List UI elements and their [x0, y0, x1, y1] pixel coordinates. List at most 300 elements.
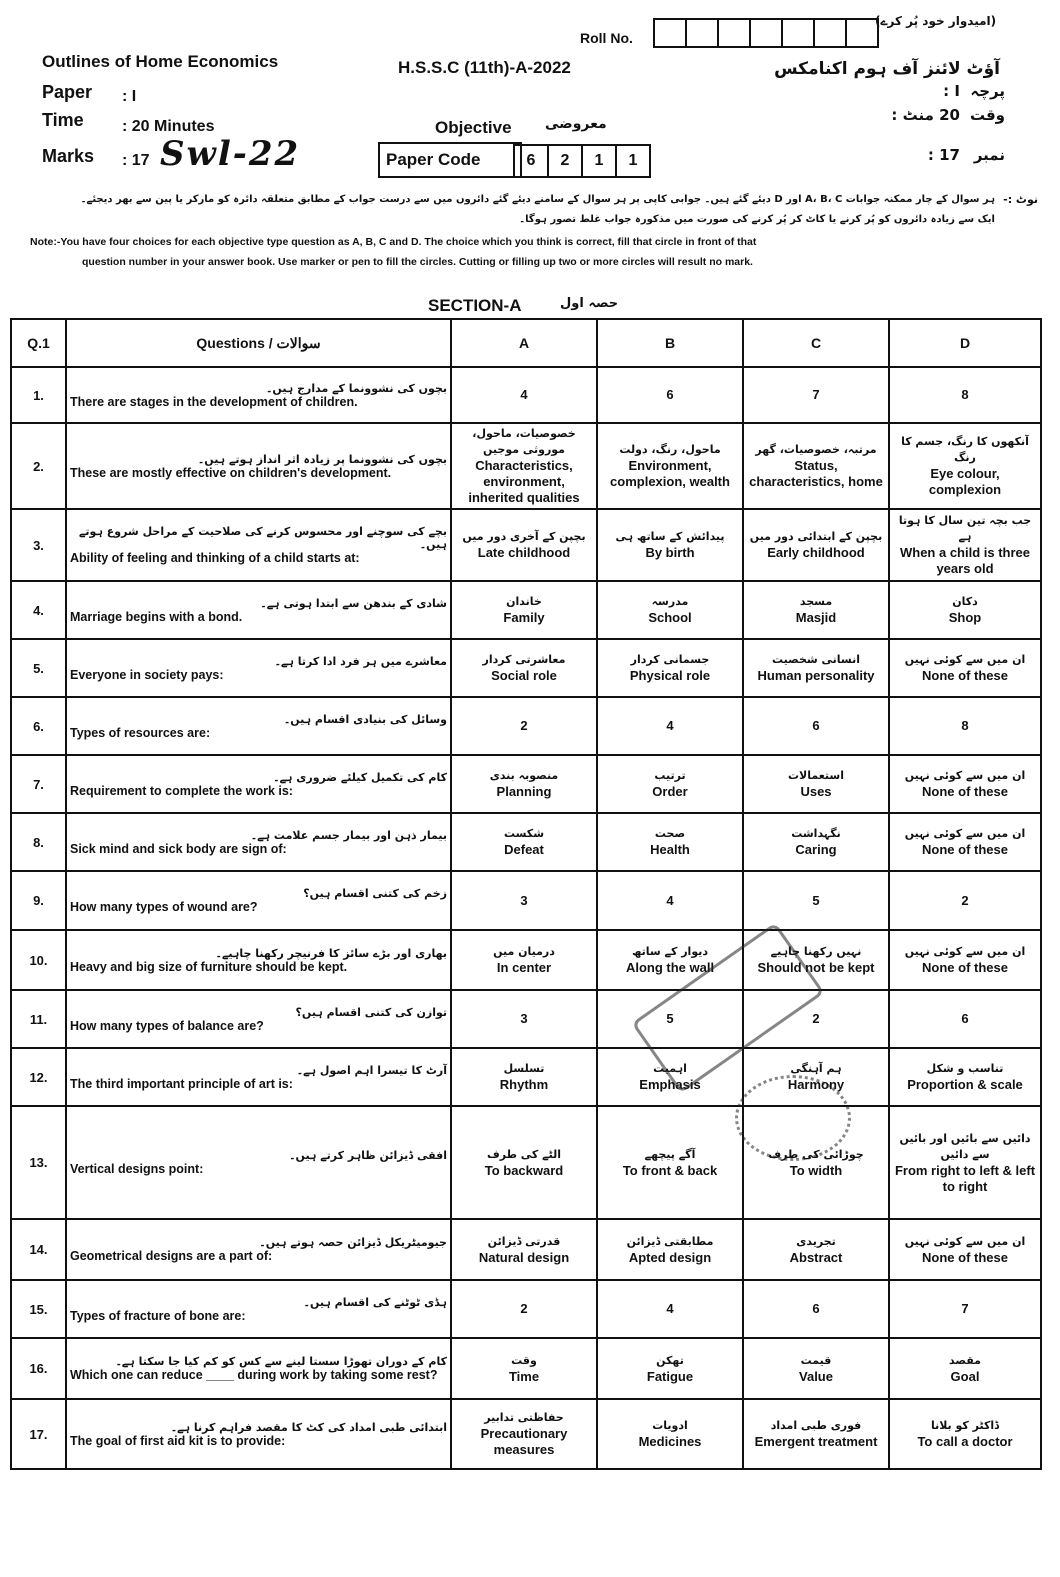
note-english-line1: -You have four choices for each objective type question as A, B, C and D. The choice which you think is correct, fill that circle in front of that	[56, 236, 757, 248]
option-b-english: 4	[666, 892, 674, 908]
question-english: Heavy and big size of furniture should be kept.	[70, 959, 348, 974]
option-a	[451, 1338, 597, 1399]
table-row	[11, 1048, 1041, 1106]
option-d-english: None of these	[922, 960, 1008, 975]
option-d-english: 7	[961, 1301, 969, 1316]
question-number: 12.	[11, 1048, 66, 1106]
question-english: Vertical designs point:	[70, 1162, 204, 1176]
option-c-urdu: قیمت	[800, 1353, 832, 1367]
option-a	[451, 871, 597, 930]
option-d-english: 6	[961, 1011, 969, 1026]
option-c-english: Value	[799, 1368, 833, 1384]
objective-label: Objective	[435, 118, 512, 137]
table-row	[11, 1399, 1041, 1469]
option-d	[889, 581, 1041, 639]
option-c-english: 7	[812, 387, 820, 402]
option-a-english: 2	[520, 718, 528, 733]
question-number: 6.	[11, 697, 66, 755]
option-d	[889, 1338, 1041, 1399]
question-number: 1.	[11, 367, 66, 423]
option-b-english: To front & back	[622, 1162, 718, 1178]
option-d-english: Proportion & scale	[907, 1077, 1023, 1092]
question-urdu: کام کے دوران تھوڑا سستا لینے سے کس کو کم کیا جا سکتا ہے۔	[115, 1355, 447, 1368]
question-cell	[66, 367, 451, 423]
option-a-urdu: خاندان	[506, 595, 542, 608]
note-english	[30, 232, 1030, 252]
paper-code-digits	[515, 144, 651, 178]
question-number: 8.	[11, 813, 66, 871]
table-row	[11, 1106, 1041, 1219]
option-d	[889, 930, 1041, 990]
question-cell	[66, 871, 451, 930]
option-c-urdu: بچپن کے ابتدائی دور میں	[749, 530, 883, 543]
question-english: Types of fracture of bone are:	[70, 1308, 246, 1323]
option-b-english: Physical role	[629, 668, 711, 683]
option-c-urdu: فوری طبی امداد	[770, 1419, 862, 1432]
option-a-urdu: درمیان میں	[493, 945, 555, 958]
option-c	[743, 1280, 889, 1338]
ink-stamp-circle	[735, 1075, 851, 1161]
option-d	[889, 697, 1041, 755]
option-d-english: 2	[961, 892, 969, 908]
time-urdu-value: 20 منٹ :	[891, 106, 960, 124]
option-b-english: 6	[666, 387, 674, 402]
question-number: 7.	[11, 755, 66, 813]
option-d	[889, 1048, 1041, 1106]
option-c-english: 6	[812, 718, 820, 733]
option-d-urdu: ان میں سے کوئی نہیں	[904, 653, 1026, 666]
table-row	[11, 1219, 1041, 1280]
note-urdu-line2: ایک سے زیادہ دائروں کو پُر کرنے یا کاٹ کر پُر کرنے کی صورت میں مذکورہ جواب غلط تصور ہوگا۔	[519, 214, 995, 225]
option-c	[743, 423, 889, 509]
option-c	[743, 639, 889, 697]
option-a-english: Defeat	[504, 842, 544, 857]
option-d-urdu: ان میں سے کوئی نہیں	[904, 1234, 1026, 1248]
question-english: Marriage begins with a bond.	[70, 609, 243, 624]
option-d	[889, 755, 1041, 813]
table-row	[11, 990, 1041, 1048]
question-urdu: بچوں کی نشوونما پر زیادہ اثر انداز ہوتے ہیں۔	[197, 452, 447, 466]
option-a-urdu: شکست	[503, 827, 545, 840]
option-b-urdu: پیدائش کے ساتھ ہی	[615, 530, 725, 543]
option-d-urdu: دکان	[952, 595, 978, 608]
time-label: Time	[42, 110, 84, 130]
option-c-english: 2	[812, 1011, 820, 1026]
question-urdu: بچے کی سوچنے اور محسوس کرنے کی صلاحیت کے مراحل شروع ہوتے ہیں۔	[78, 525, 447, 551]
option-d-english: None of these	[922, 784, 1008, 799]
option-d-english: 8	[961, 387, 969, 402]
option-a	[451, 1048, 597, 1106]
option-b-english: Along the wall	[625, 960, 715, 975]
question-urdu: بیمار ذہن اور بیمار جسم علامت ہے۔	[250, 828, 447, 842]
question-cell	[66, 1338, 451, 1399]
paper-code-digit: 1	[615, 144, 651, 178]
section-title-urdu: حصہ اول	[560, 296, 619, 311]
paper-code-digit: 2	[547, 144, 583, 178]
option-c-urdu: نہیں رکھنا چاہیے	[770, 945, 862, 958]
option-a-english: Natural design	[478, 1249, 570, 1265]
option-a-english: Family	[503, 610, 545, 625]
option-c-urdu: تجریدی	[796, 1234, 836, 1248]
handwritten-mark: Swl-22	[160, 134, 301, 174]
note-english-label: Note:	[30, 236, 57, 248]
question-urdu: کام کی تکمیل کیلئے ضروری ہے۔	[273, 770, 447, 784]
option-c-english: To width	[789, 1162, 843, 1178]
exam-title: H.S.S.C (11th)-A-2022	[398, 58, 571, 77]
table-row	[11, 813, 1041, 871]
header-questions: Questions / سوالات	[66, 319, 451, 367]
question-cell	[66, 813, 451, 871]
option-d-urdu: ڈاکٹر کو بلانا	[930, 1419, 1000, 1432]
question-cell	[66, 697, 451, 755]
option-b-urdu: اہمیت	[653, 1062, 687, 1075]
option-b-english: Emphasis	[639, 1077, 701, 1092]
option-d	[889, 990, 1041, 1048]
header-d: D	[889, 319, 1041, 367]
header-c: C	[743, 319, 889, 367]
question-english: Which one can reduce ____ during work by taking some rest?	[70, 1368, 438, 1382]
question-number: 13.	[11, 1106, 66, 1219]
question-number: 10.	[11, 930, 66, 990]
option-a-urdu: تسلسل	[503, 1062, 545, 1075]
option-c-urdu: چوڑائی کی طرف	[768, 1147, 864, 1161]
option-c	[743, 697, 889, 755]
option-b-english: 5	[666, 1011, 674, 1026]
option-b-urdu: جسمانی کردار	[630, 653, 710, 666]
option-a	[451, 1106, 597, 1219]
option-a-urdu: قدرتی ڈیزائن	[487, 1234, 561, 1248]
questions-table	[10, 318, 1042, 1470]
roll-number-boxes[interactable]	[655, 18, 879, 48]
option-d-english: None of these	[922, 668, 1008, 683]
table-row	[11, 639, 1041, 697]
question-cell	[66, 1048, 451, 1106]
option-a-urdu: وقت	[511, 1353, 537, 1367]
option-d	[889, 871, 1041, 930]
option-a-urdu: معاشرتی کردار	[482, 653, 566, 666]
question-english: The third important principle of art is:	[70, 1076, 293, 1091]
option-b-english: School	[648, 610, 692, 625]
question-urdu: زخم کی کتنی اقسام ہیں؟	[303, 887, 447, 900]
question-cell	[66, 1399, 451, 1469]
paper-urdu-label: پرچہ	[970, 82, 1005, 100]
option-a-urdu: الٹے کی طرف	[486, 1147, 561, 1161]
question-cell	[66, 1280, 451, 1338]
question-number: 2.	[11, 423, 66, 509]
question-english: Requirement to complete the work is:	[70, 783, 293, 798]
question-number: 9.	[11, 871, 66, 930]
option-b-urdu: مدرسہ	[651, 595, 689, 608]
question-english: The goal of first aid kit is to provide:	[70, 1433, 286, 1448]
time-value: : 20 Minutes	[122, 118, 215, 135]
option-d-urdu: جب بچہ تین سال کا ہوتا ہے	[898, 514, 1032, 543]
option-b-english: By birth	[645, 545, 695, 560]
time-urdu-label: وقت	[969, 106, 1005, 124]
question-urdu: توازن کی کتنی اقسام ہیں؟	[295, 1005, 447, 1019]
option-c-english: Masjid	[795, 610, 837, 625]
option-d-urdu: ان میں سے کوئی نہیں	[904, 945, 1026, 958]
table-row	[11, 755, 1041, 813]
option-a	[451, 697, 597, 755]
option-c	[743, 871, 889, 930]
option-c-urdu: نگہداشت	[791, 827, 841, 840]
option-c-english: Status, characteristics, home	[749, 458, 883, 489]
option-b-english: Order	[652, 784, 688, 799]
option-c	[743, 1338, 889, 1399]
option-b-urdu: صحت	[654, 827, 686, 840]
option-c-english: 6	[812, 1301, 820, 1316]
question-english: Ability of feeling and thinking of a child starts at:	[70, 551, 360, 565]
option-d	[889, 639, 1041, 697]
option-c-english: Should not be kept	[757, 960, 875, 975]
option-b-english: Environment, complexion, wealth	[610, 458, 730, 489]
table-row	[11, 509, 1041, 581]
question-urdu: معاشرے میں ہر فرد ادا کرتا ہے۔	[274, 654, 447, 668]
option-c-urdu: انسانی شخصیت	[771, 653, 861, 666]
option-b	[597, 639, 743, 697]
question-english: How many types of wound are?	[70, 900, 258, 914]
option-a	[451, 639, 597, 697]
roll-urdu: (امیدوار خود پُر کرے)	[875, 14, 997, 28]
marks-label: Marks	[42, 146, 95, 166]
question-number: 17.	[11, 1399, 66, 1469]
paper-code-digit: 1	[581, 144, 617, 178]
table-row	[11, 871, 1041, 930]
option-d-english: To call a doctor	[917, 1434, 1013, 1449]
question-urdu: ابتدائی طبی امداد کی کٹ کا مقصد فراہم کرنا ہے۔	[170, 1420, 447, 1434]
question-number: 5.	[11, 639, 66, 697]
option-a	[451, 367, 597, 423]
table-row	[11, 930, 1041, 990]
option-b	[597, 697, 743, 755]
option-c-urdu: مرتبہ، خصوصیات، گھر	[755, 443, 877, 456]
option-b-english: 4	[666, 718, 674, 733]
option-d-english: None of these	[922, 1249, 1008, 1265]
option-b	[597, 1399, 743, 1469]
question-english: Sick mind and sick body are sign of:	[70, 841, 287, 856]
option-a	[451, 1399, 597, 1469]
option-c	[743, 1219, 889, 1280]
option-b-urdu: دیوار کے ساتھ	[631, 945, 709, 958]
question-cell	[66, 581, 451, 639]
subject-title-urdu: آؤٹ لائنز آف ہوم اکنامکس	[774, 59, 1000, 79]
option-b	[597, 813, 743, 871]
question-cell	[66, 423, 451, 509]
option-d-english: Goal	[950, 1368, 980, 1384]
question-english: How many types of balance are?	[70, 1018, 264, 1033]
option-c-english: Harmony	[787, 1077, 845, 1092]
option-a-english: 3	[520, 892, 528, 908]
option-c-english: Emergent treatment	[754, 1434, 878, 1449]
option-d	[889, 423, 1041, 509]
paper-urdu-value: I :	[943, 82, 960, 100]
question-cell	[66, 755, 451, 813]
option-b	[597, 1338, 743, 1399]
option-a-english: Precautionary measures	[480, 1426, 568, 1457]
question-number: 16.	[11, 1338, 66, 1399]
option-b	[597, 755, 743, 813]
question-number: 11.	[11, 990, 66, 1048]
option-b-urdu: ادویات	[652, 1419, 688, 1432]
option-d	[889, 1219, 1041, 1280]
question-cell	[66, 930, 451, 990]
option-b-english: 4	[666, 1301, 674, 1316]
option-c-english: Caring	[795, 842, 837, 857]
option-a-english: Rhythm	[499, 1077, 549, 1092]
option-b	[597, 581, 743, 639]
option-a	[451, 423, 597, 509]
option-d	[889, 1280, 1041, 1338]
option-c-english: 5	[812, 892, 820, 908]
table-row	[11, 423, 1041, 509]
option-a-urdu: خصوصیات، ماحول، موروثی موجیں	[472, 427, 576, 456]
roll-label: Roll No.	[580, 30, 633, 46]
option-a-english: Late childhood	[477, 545, 571, 560]
option-a-english: Time	[508, 1368, 540, 1384]
option-a	[451, 813, 597, 871]
option-c-english: Abstract	[789, 1249, 843, 1265]
option-d-urdu: تناسب و شکل	[926, 1062, 1004, 1075]
note-urdu-label: نوٹ :-	[1003, 193, 1038, 206]
question-cell	[66, 1106, 451, 1219]
option-a	[451, 1219, 597, 1280]
option-d-urdu: ان میں سے کوئی نہیں	[904, 827, 1026, 840]
option-d-urdu: دائیں سے بائیں اور بائیں سے دائیں	[899, 1131, 1031, 1161]
question-urdu: شادی کے بندھن سے ابتدا ہوتی ہے۔	[260, 596, 447, 610]
option-b-urdu: آگے پیچھے	[644, 1147, 696, 1161]
option-b	[597, 1280, 743, 1338]
option-b	[597, 1106, 743, 1219]
objective-urdu: معروضی	[545, 116, 607, 132]
option-a-english: Characteristics, environment, inherited qualities	[468, 458, 580, 505]
option-b-english: Medicines	[638, 1434, 702, 1449]
paper-value: : I	[122, 88, 137, 105]
option-b-urdu: ماحول، رنگ، دولت	[619, 443, 721, 456]
question-urdu: ہڈی ٹوٹنے کی اقسام ہیں۔	[303, 1295, 447, 1309]
option-a-english: In center	[496, 960, 552, 975]
option-b-english: Health	[650, 842, 690, 857]
option-a-english: 4	[520, 387, 528, 402]
option-a-english: Social role	[491, 668, 557, 683]
table-row	[11, 697, 1041, 755]
option-b-urdu: ترتیب	[654, 769, 686, 782]
option-d	[889, 367, 1041, 423]
question-urdu: وسائل کی بنیادی اقسام ہیں۔	[283, 712, 447, 726]
option-b-english: Fatigue	[646, 1368, 694, 1384]
option-d-english: Eye colour, complexion	[928, 466, 1002, 497]
option-d-urdu: ان میں سے کوئی نہیں	[904, 769, 1026, 782]
option-c-urdu: ہم آہنگی	[790, 1062, 842, 1075]
option-d-urdu: آنکھوں کا رنگ، جسم کا رنگ	[901, 435, 1029, 464]
table-row	[11, 1338, 1041, 1399]
header-b: B	[597, 319, 743, 367]
option-b-urdu: مطابقتی ڈیزائن	[626, 1234, 714, 1248]
question-english: There are stages in the development of children.	[70, 394, 358, 409]
option-b-english: Apted design	[628, 1249, 712, 1265]
option-d-english: From right to left & left to right	[894, 1162, 1036, 1194]
question-english: Types of resources are:	[70, 725, 211, 740]
option-a-urdu: منصوبہ بندی	[489, 769, 559, 782]
question-english: Geometrical designs are a part of:	[70, 1249, 273, 1263]
option-d-urdu: مقصد	[949, 1353, 981, 1367]
question-urdu: افقی ڈیزائن ظاہر کرتے ہیں۔	[289, 1149, 447, 1162]
option-c-urdu: استعمالات	[787, 769, 845, 782]
question-number: 3.	[11, 509, 66, 581]
paper-code-label: Paper Code	[386, 150, 481, 169]
table-row	[11, 581, 1041, 639]
question-english: These are mostly effective on children's development.	[70, 465, 392, 480]
question-cell	[66, 509, 451, 581]
question-number: 14.	[11, 1219, 66, 1280]
note-urdu-line1: ہر سوال کے چار ممکنہ جوابات A، B، C اور D دیئے گئے ہیں۔ جوابی کاپی پر ہر سوال کے سامنے دیئے گئے دائروں میں سے درست جواب کے مطابق متعلقہ دائرہ کو مارکر یا پین سے بھر دیجئے۔	[80, 194, 995, 205]
question-cell	[66, 1219, 451, 1280]
option-d-english: 8	[961, 718, 969, 733]
option-c-urdu: مسجد	[799, 595, 833, 608]
option-d-english: When a child is three years old	[899, 545, 1031, 576]
option-a-urdu: بچپن کے آخری دور میں	[462, 530, 586, 543]
option-d	[889, 813, 1041, 871]
question-urdu: بھاری اور بڑے سائز کا فرنیچر رکھنا چاہیے۔	[215, 946, 447, 960]
table-row	[11, 1280, 1041, 1338]
option-d-english: Shop	[948, 610, 982, 625]
option-a	[451, 930, 597, 990]
option-d	[889, 1106, 1041, 1219]
option-c	[743, 367, 889, 423]
paper-code-digit: 6	[513, 144, 549, 178]
option-a-english: 2	[520, 1301, 528, 1316]
option-c-english: Uses	[800, 784, 832, 799]
marks-urdu-value: 17 :	[927, 146, 960, 164]
option-c-english: Human personality	[757, 668, 875, 683]
option-b	[597, 367, 743, 423]
option-c	[743, 581, 889, 639]
table-row	[11, 367, 1041, 423]
option-a	[451, 990, 597, 1048]
option-b	[597, 509, 743, 581]
option-c	[743, 1399, 889, 1469]
question-urdu: جیومیٹریکل ڈیزائن حصہ ہوتے ہیں۔	[259, 1236, 447, 1249]
question-cell	[66, 639, 451, 697]
question-number: 15.	[11, 1280, 66, 1338]
option-c	[743, 509, 889, 581]
option-b	[597, 871, 743, 930]
option-a-english: To backward	[484, 1162, 564, 1178]
option-d	[889, 509, 1041, 581]
option-a	[451, 581, 597, 639]
option-b	[597, 423, 743, 509]
option-a-english: Planning	[496, 784, 552, 799]
marks-value: : 17	[122, 152, 150, 169]
option-c	[743, 813, 889, 871]
header-q: Q.1	[11, 319, 66, 367]
question-number: 4.	[11, 581, 66, 639]
option-c	[743, 755, 889, 813]
note-english-line2: question number in your answer book. Use marker or pen to fill the circles. Cutting or filling up two or more circles will result no mark.	[82, 256, 753, 268]
option-a	[451, 509, 597, 581]
question-urdu: آرٹ کا تیسرا اہم اصول ہے۔	[296, 1063, 447, 1077]
option-d	[889, 1399, 1041, 1469]
question-urdu: بچوں کی نشوونما کے مدارج ہیں۔	[265, 381, 447, 395]
paper-label: Paper	[42, 82, 93, 102]
marks-urdu-label: نمبر	[973, 146, 1005, 164]
option-d-english: None of these	[922, 842, 1008, 857]
subject-title: Outlines of Home Economics	[42, 52, 279, 71]
option-c-english: Early childhood	[767, 545, 865, 560]
option-a-english: 3	[520, 1011, 528, 1026]
option-b-urdu: تھکن	[656, 1353, 684, 1367]
table-header-row	[11, 319, 1041, 367]
option-a	[451, 755, 597, 813]
